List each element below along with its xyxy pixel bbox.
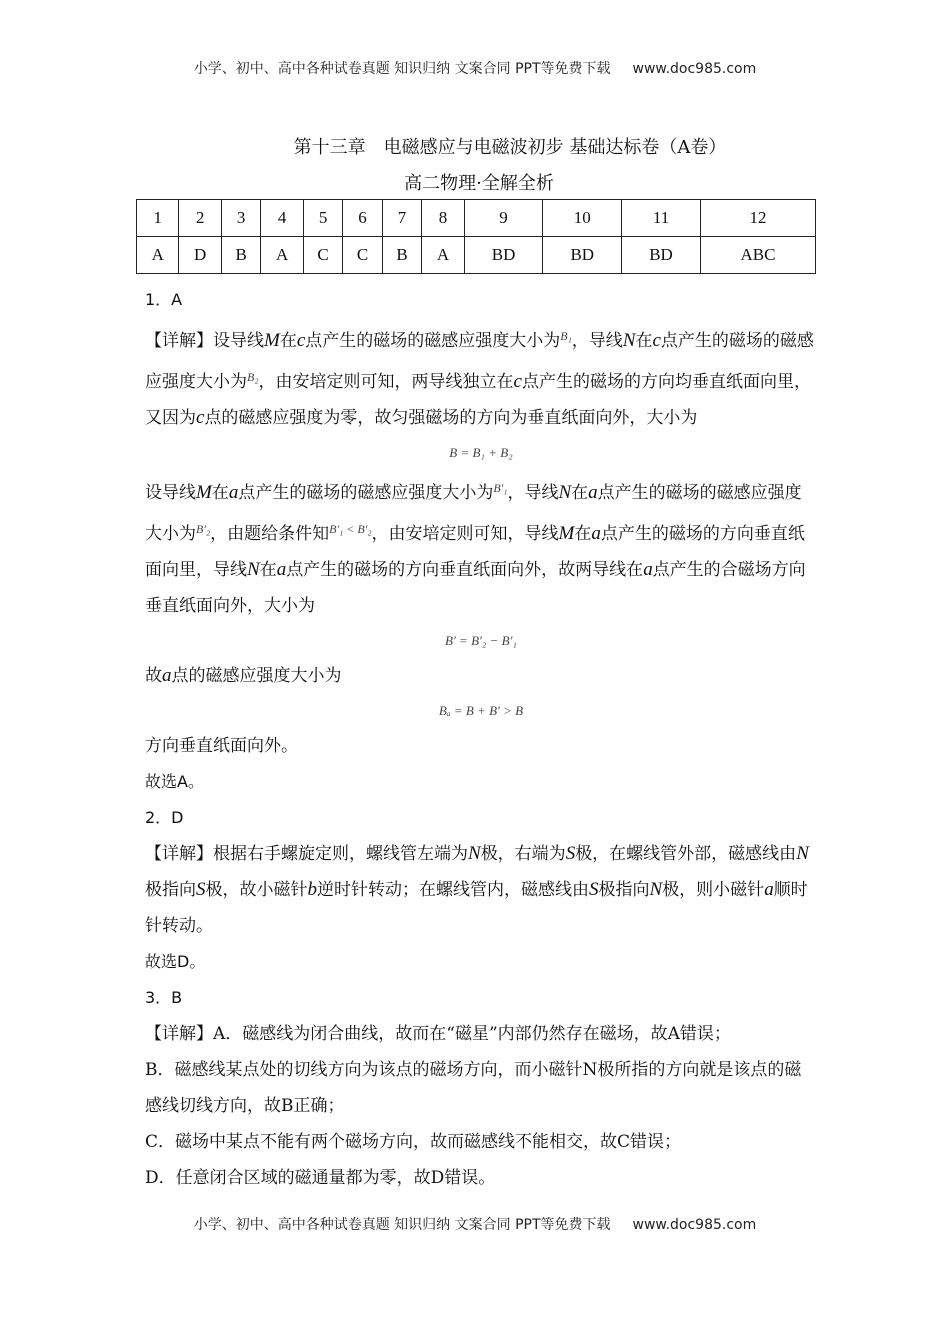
answer-cell: D xyxy=(179,237,221,274)
banner-url[interactable]: www.doc985.com xyxy=(632,61,757,77)
answer-cell: A xyxy=(422,237,464,274)
answer-cell: A xyxy=(261,237,303,274)
document-subtitle: 高二物理·全解全析 xyxy=(404,173,554,194)
question-number-cell: 1 xyxy=(137,200,179,237)
question-number-cell: 7 xyxy=(382,200,421,237)
answer-cell: C xyxy=(343,237,382,274)
question-number-cell: 5 xyxy=(303,200,342,237)
inequality: B′₁ < B′₂ xyxy=(329,522,372,536)
answer-table-answer-row xyxy=(137,237,816,274)
answer-cell: B xyxy=(221,237,260,274)
answer-cell: BD xyxy=(464,237,543,274)
footer-banner xyxy=(0,1214,950,1234)
question-number-cell: 8 xyxy=(422,200,464,237)
document-title: 第十三章 电磁感应与电磁波初步 基础达标卷（A卷） xyxy=(293,137,727,158)
banner-text: 小学、初中、高中各种试卷真题 知识归纳 文案合同 PPT等免费下载 xyxy=(193,61,611,77)
q1-paragraph-4: 方向垂直纸面向外。 xyxy=(145,736,298,756)
q3-line-a: 【详解】A．磁感线为闭合曲线，故而在“磁星”内部仍然存在磁场，故A错误； xyxy=(145,1024,731,1044)
q1-paragraph-3: 故a点的磁感应强度大小为 xyxy=(145,665,342,686)
header-banner xyxy=(0,58,950,78)
q1-paragraph-1: 【详解】设导线M在c点产生的磁场的磁感应强度大小为$^{B_1}$，导线N在c点产生的磁场的磁感应强度大小为$^{B_2}$，由安培定则可知，两导线独立在c点产生的磁场的方向均垂直纸面向里，又因为c点的磁感应强度为零，故匀强磁场的方向为垂直纸面向外，大小为 xyxy=(145,329,814,428)
answer-cell: B xyxy=(382,237,421,274)
symbol-b1: B₁ xyxy=(560,329,572,343)
q1-choice: 故选A。 xyxy=(145,772,204,791)
banner-url[interactable]: www.doc985.com xyxy=(632,1217,757,1233)
question-number-cell: 3 xyxy=(221,200,260,237)
q2-paragraph: 【详解】根据右手螺旋定则，螺线管左端为N极，右端为S极，在螺线管外部，磁感线由N极指向S极，故小磁针b逆时针转动；在螺线管内，磁感线由S极指向N极，则小磁针a顺时针转动。 xyxy=(145,843,809,936)
answer-cell: C xyxy=(303,237,342,274)
symbol-b1-prime: B′₁ xyxy=(493,481,508,495)
q3-heading: 3．B xyxy=(145,988,183,1007)
answer-cell: A xyxy=(137,237,179,274)
formula-3: Bₐ = B + B′ > B xyxy=(438,703,524,718)
formula-1: B = B₁ + B₂ xyxy=(449,445,513,460)
banner-text: 小学、初中、高中各种试卷真题 知识归纳 文案合同 PPT等免费下载 xyxy=(193,1217,611,1233)
q2-choice: 故选D。 xyxy=(145,952,206,971)
answer-cell: BD xyxy=(543,237,622,274)
question-number-cell: 12 xyxy=(700,200,815,237)
answer-cell: BD xyxy=(622,237,701,274)
answer-table xyxy=(136,199,816,274)
question-number-cell: 4 xyxy=(261,200,303,237)
solution-content xyxy=(145,282,817,1196)
q3-line-d: D．任意闭合区域的磁通量都为零，故D错误。 xyxy=(145,1168,496,1188)
question-number-cell: 6 xyxy=(343,200,382,237)
question-number-cell: 11 xyxy=(622,200,701,237)
q3-line-b: B．磁感线某点处的切线方向为该点的磁场方向，而小磁针N极所指的方向就是该点的磁感线切线方向，故B正确； xyxy=(145,1060,802,1116)
question-number-cell: 2 xyxy=(179,200,221,237)
answer-cell: ABC xyxy=(700,237,815,274)
symbol-b2: B₂ xyxy=(247,370,259,384)
symbol-b2-prime: B′₂ xyxy=(196,522,211,536)
formula-2: B′ = B′₂ − B′₁ xyxy=(445,633,517,648)
q1-paragraph-2: 设导线M在a点产生的磁场的磁感应强度大小为$^{B'_1}$，导线N在a点产生的磁场的磁感应强度大小为$^{B'_2}$，由题给条件知$^{B'_1 < B'_2}$，由安培定则可知，导线M在a点产生的磁场的方向垂直纸面向里，导线N在a点产生的磁场的方向垂直纸面向外，故两导线在a点产生的合磁场方向垂直纸面向外，大小为 xyxy=(145,481,806,616)
q3-line-c: C．磁场中某点不能有两个磁场方向，故而磁感线不能相交，故C错误； xyxy=(145,1132,682,1152)
q1-heading: 1．A xyxy=(145,290,183,309)
question-number-cell: 9 xyxy=(464,200,543,237)
answer-table-number-row xyxy=(137,200,816,237)
q2-heading: 2．D xyxy=(145,808,184,827)
question-number-cell: 10 xyxy=(543,200,622,237)
